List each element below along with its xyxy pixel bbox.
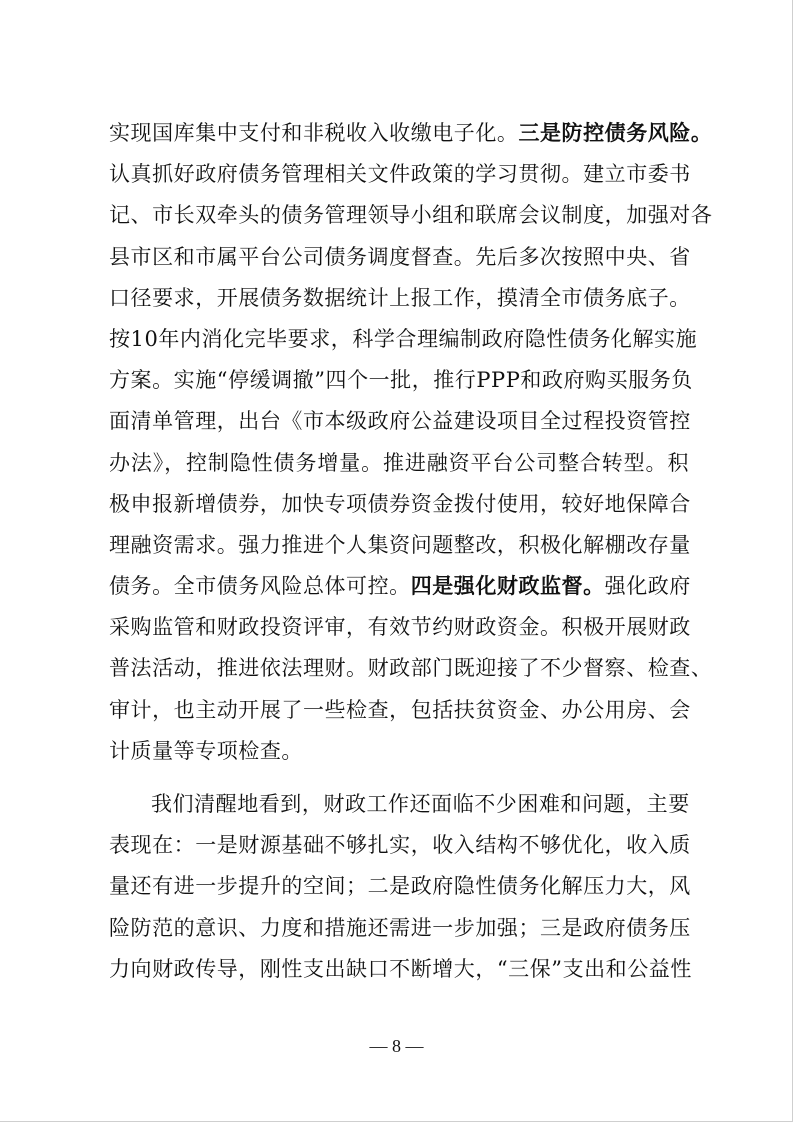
- text-line: 极申报新增债券，加快专项债券资金拨付使用，较好地保障合: [109, 491, 691, 516]
- text-line: 实现国库集中支付和非税收入收缴电子化。三是防控债务风险。: [109, 121, 713, 145]
- heading-qianghua-caizheng-jiandu: 四是强化财政监督。: [410, 574, 605, 599]
- text-line: 险防范的意识、力度和措施还需进一步加强；三是政府债务压: [109, 915, 691, 940]
- text-line: 口径要求，开展债务数据统计上报工作，摸清全市债务底子。: [109, 285, 691, 310]
- heading-fangkong-zhaiwu-fengxian: 三是防控债务风险。: [518, 121, 713, 145]
- page-number: — 8 —: [369, 1036, 424, 1056]
- text-line: 量还有进一步提升的空间；二是政府隐性债务化解压力大，风: [109, 874, 691, 899]
- text-line: 面清单管理，出台《市本级政府公益建设项目全过程投资管控: [109, 409, 691, 434]
- text-line: 审计，也主动开展了一些检查，包括扶贫资金、办公用房、会: [109, 697, 691, 722]
- paragraph-1: [109, 113, 713, 772]
- text-line: 采购监管和财政投资评审，有效节约财政资金。积极开展财政: [109, 615, 691, 640]
- text-line: 表现在：一是财源基础不够扎实，收入结构不够优化，收入质: [109, 833, 691, 858]
- text-line: 力向财政传导，刚性支出缺口不断增大，“三保”支出和公益性: [109, 956, 692, 981]
- text-line: 方案。实施“停缓调撤”四个一批，推行PPP和政府购买服务负: [109, 368, 693, 393]
- paragraph-spacer: [109, 772, 689, 784]
- text-line: 办法》，控制隐性债务增量。推进融资平台公司整合转型。积: [109, 450, 689, 475]
- paragraph-2: [109, 784, 692, 990]
- text-line: 我们清醒地看到，财政工作还面临不少困难和问题，主要: [151, 792, 690, 816]
- text-line: 认真抓好政府债务管理相关文件政策的学习贯彻。建立市委书: [109, 162, 691, 187]
- text-line: 普法活动，推进依法理财。财政部门既迎接了不少督察、检查、: [109, 656, 713, 681]
- text-line: 按10年内消化完毕要求，科学合理编制政府隐性债务化解实施: [109, 326, 698, 351]
- text-line: 理融资需求。强力推进个人集资问题整改，积极化解棚改存量: [109, 532, 691, 557]
- text-line: 记、市长双牵头的债务管理领导小组和联席会议制度，加强对各: [109, 203, 713, 228]
- text-line: 县市区和市属平台公司债务调度督查。先后多次按照中央、省: [109, 244, 691, 269]
- text-line: 计质量等专项检查。: [109, 738, 303, 763]
- document-body: [109, 113, 713, 990]
- text-line: 债务。全市债务风险总体可控。四是强化财政监督。强化政府: [109, 574, 691, 599]
